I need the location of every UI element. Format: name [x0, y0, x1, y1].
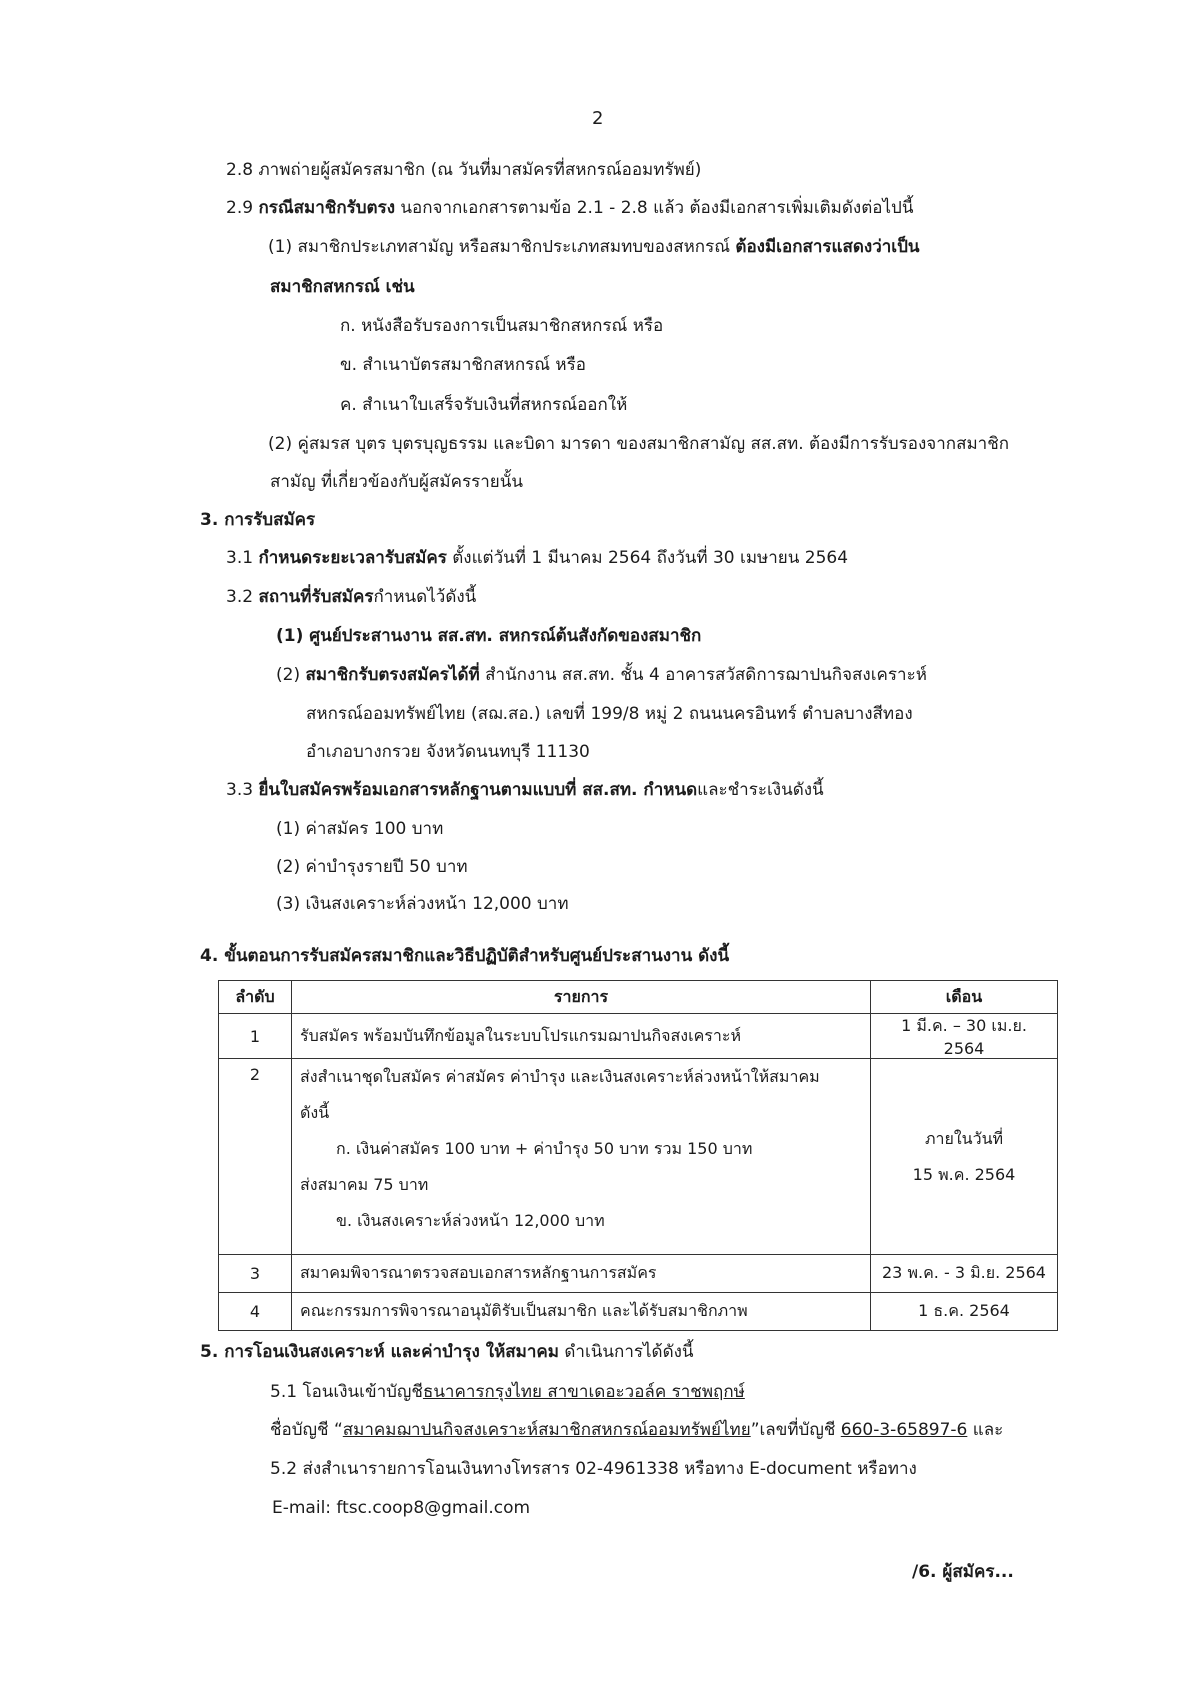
item-5-1: [270, 1380, 745, 1404]
row-3-number: 3: [219, 1255, 292, 1293]
row-2-item-line3: ก. เงินค่าสมัคร 100 บาท + ค่าบำรุง 50 บาท รวม 150 บาท: [336, 1139, 753, 1158]
item-3-3-title: ยื่นใบสมัครพร้อมเอกสารหลักฐานตามแบบที่ สส.สท. กำหนด: [258, 780, 698, 800]
sub-item-2-line1: (2) คู่สมรส บุตร บุตรบุญธรรม และบิดา มารดา ของสมาชิกสามัญ สส.สท. ต้องมีการรับรองจากสมาชิก: [268, 434, 1010, 454]
email-line: E-mail: ftsc.coop8@gmail.com: [272, 1498, 531, 1518]
section-5-heading: [200, 1340, 694, 1364]
page-number: 2: [592, 108, 604, 129]
row-4-month: 1 ธ.ค. 2564: [871, 1293, 1058, 1331]
table-row: [219, 1293, 1058, 1331]
row-3-month: 23 พ.ค. - 3 มิ.ย. 2564: [871, 1255, 1058, 1293]
fee-2: (2) ค่าบำรุงรายปี 50 บาท: [276, 857, 468, 877]
item-3-1-text: ตั้งแต่วันที่ 1 มีนาคม 2564 ถึงวันที่ 30 เมษายน 2564: [452, 548, 849, 568]
fee-3: (3) เงินสงเคราะห์ล่วงหน้า 12,000 บาท: [276, 894, 569, 914]
place-2-line3: อำเภอบางกรวย จังหวัดนนทบุรี 11130: [306, 742, 590, 762]
row-4-number: 4: [219, 1293, 292, 1331]
account-number: 660-3-65897-6: [840, 1420, 968, 1440]
row-2-item-line1: ส่งสำเนาชุดใบสมัคร ค่าสมัคร ค่าบำรุง และเงินสงเคราะห์ล่วงหน้าให้สมาคม: [300, 1067, 820, 1086]
place-2-number: (2): [276, 665, 301, 685]
sub-item-1: [268, 235, 920, 259]
row-1-item: รับสมัคร พร้อมบันทึกข้อมูลในระบบโปรแกรมฌาปนกิจสงเคราะห์: [292, 1014, 871, 1059]
table-header-row: [219, 981, 1058, 1014]
sub-item-1-b: ข. สำเนาบัตรสมาชิกสหกรณ์ หรือ: [340, 355, 586, 375]
item-3-1-number: 3.1: [226, 548, 254, 568]
bank-name: ธนาคารกรุงไทย สาขาเดอะวอล์ค ราชพฤกษ์: [422, 1382, 745, 1402]
row-2-month: [871, 1059, 1058, 1255]
place-2: [276, 663, 927, 687]
section-4-heading: 4. ขั้นตอนการรับสมัครสมาชิกและวิธีปฏิบัติสำหรับศูนย์ประสานงาน ดังนี้: [200, 946, 730, 966]
item-2-8: 2.8 ภาพถ่ายผู้สมัครสมาชิก (ณ วันที่มาสมัครที่สหกรณ์ออมทรัพย์): [226, 160, 702, 180]
item-2-9-number: 2.9: [226, 198, 254, 218]
row-2-item: [292, 1059, 871, 1255]
account-name: สมาคมฌาปนกิจสงเคราะห์สมาชิกสหกรณ์ออมทรัพย์ไทย: [342, 1420, 751, 1440]
item-3-2: [226, 585, 476, 609]
item-2-9: [226, 196, 913, 220]
place-2-text: สำนักงาน สส.สท. ชั้น 4 อาคารสวัสดิการฌาปนกิจสงเคราะห์: [485, 665, 927, 685]
item-2-9-title: กรณีสมาชิกรับตรง: [258, 198, 396, 218]
row-2-item-line5: ข. เงินสงเคราะห์ล่วงหน้า 12,000 บาท: [336, 1211, 605, 1230]
account-label: ชื่อบัญชี “: [270, 1420, 343, 1440]
item-2-9-text: นอกจากเอกสารตามข้อ 2.1 - 2.8 แล้ว ต้องมีเอกสารเพิ่มเติมดังต่อไปนี้: [400, 198, 914, 218]
table-row: [219, 1014, 1058, 1059]
header-item: รายการ: [292, 981, 871, 1014]
section-3-heading: 3. การรับสมัคร: [200, 510, 316, 530]
row-2-month-line2: 15 พ.ค. 2564: [912, 1164, 1016, 1184]
row-3-item: สมาคมพิจารณาตรวจสอบเอกสารหลักฐานการสมัคร: [292, 1255, 871, 1293]
place-2-line2: สหกรณ์ออมทรัพย์ไทย (สฌ.สอ.) เลขที่ 199/8 หมู่ 2 ถนนนครอินทร์ ตำบลบางสีทอง: [306, 704, 913, 724]
row-4-item: คณะกรรมการพิจารณาอนุมัติรับเป็นสมาชิก และได้รับสมาชิกภาพ: [292, 1293, 871, 1331]
row-2-month-line1: ภายในวันที่: [924, 1128, 1004, 1148]
account-number-label: ”เลขที่บัญชี: [750, 1420, 836, 1440]
item-3-2-number: 3.2: [226, 587, 254, 607]
item-5-1-text: 5.1 โอนเงินเข้าบัญชี: [270, 1382, 423, 1402]
row-1-number: 1: [219, 1014, 292, 1059]
account-line-end: และ: [972, 1420, 1004, 1440]
item-3-2-title: สถานที่รับสมัคร: [258, 587, 374, 607]
fee-1: (1) ค่าสมัคร 100 บาท: [276, 819, 444, 839]
sub-item-1-emphasis-cont: สมาชิกสหกรณ์ เช่น: [270, 277, 415, 297]
row-2-item-line2: ดังนี้: [300, 1103, 330, 1122]
row-1-month: 1 มี.ค. – 30 เม.ย. 2564: [871, 1014, 1058, 1059]
section-5-text: ดำเนินการได้ดังนี้: [564, 1342, 694, 1362]
row-2-number: 2: [219, 1059, 292, 1255]
sub-item-1-a: ก. หนังสือรับรองการเป็นสมาชิกสหกรณ์ หรือ: [340, 316, 664, 336]
item-3-3-number: 3.3: [226, 780, 254, 800]
continue-footer: /6. ผู้สมัคร...: [912, 1562, 1014, 1582]
section-5-title: 5. การโอนเงินสงเคราะห์ และค่าบำรุง ให้สมาคม: [200, 1342, 559, 1362]
row-2-item-line4: ส่งสมาคม 75 บาท: [300, 1175, 429, 1194]
account-line: [270, 1418, 1003, 1442]
sub-item-2-line2: สามัญ ที่เกี่ยวข้องกับผู้สมัครรายนั้น: [270, 472, 523, 492]
item-5-2: 5.2 ส่งสำเนารายการโอนเงินทางโทรสาร 02-4961338 หรือทาง E-document หรือทาง: [270, 1459, 917, 1479]
item-3-3-text: และชำระเงินดังนี้: [697, 780, 824, 800]
table-row: [219, 1059, 1058, 1255]
header-order: ลำดับ: [219, 981, 292, 1014]
schedule-table: [218, 980, 1058, 1331]
place-1: (1) ศูนย์ประสานงาน สส.สท. สหกรณ์ต้นสังกัดของสมาชิก: [276, 626, 702, 646]
item-3-3: [226, 778, 824, 802]
sub-item-1-text: (1) สมาชิกประเภทสามัญ หรือสมาชิกประเภทสมทบของสหกรณ์: [268, 237, 731, 257]
sub-item-1-c: ค. สำเนาใบเสร็จรับเงินที่สหกรณ์ออกให้: [340, 395, 628, 415]
table-row: [219, 1255, 1058, 1293]
item-3-1: [226, 546, 848, 570]
item-3-2-text: กำหนดไว้ดังนี้: [373, 587, 477, 607]
sub-item-1-emphasis: ต้องมีเอกสารแสดงว่าเป็น: [735, 237, 920, 257]
item-3-1-title: กำหนดระยะเวลารับสมัคร: [258, 548, 447, 568]
place-2-title: สมาชิกรับตรงสมัครได้ที่: [305, 665, 480, 685]
header-month: เดือน: [871, 981, 1058, 1014]
